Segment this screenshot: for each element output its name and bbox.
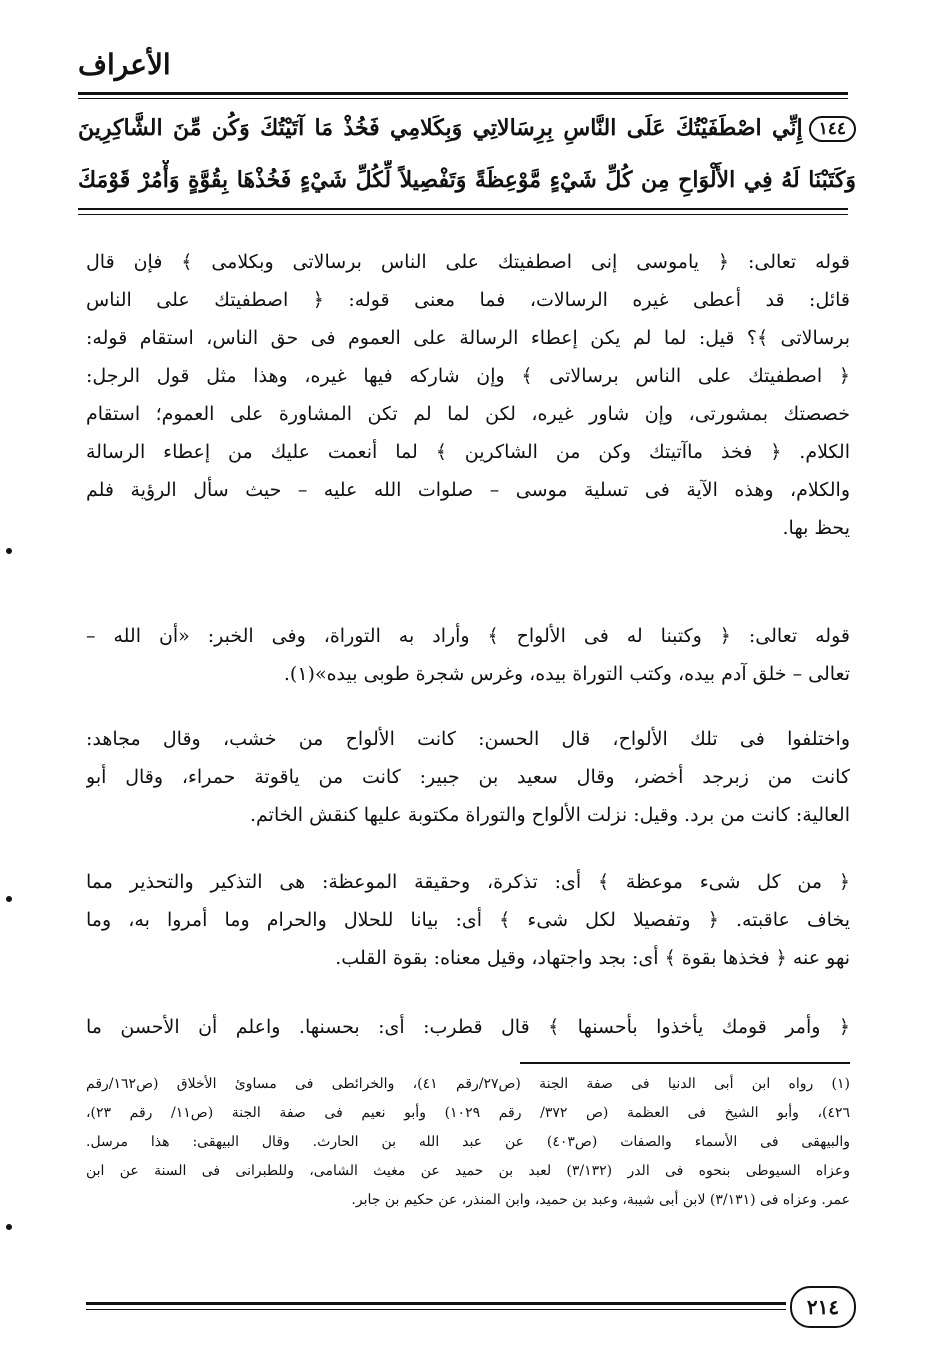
text-line: برسالاتى ﴾؟ قيل: لما لم يكن إعطاء الرسالة على العموم فى حق الناس، استقام قوله: [86, 327, 850, 349]
text-line: تعالى – خلق آدم بيده، وكتب التوراة بيده، وغرس شجرة طوبى بيده»(١). [283, 663, 850, 685]
footnote-line: وعزاه السيوطى بنحوه فى الدر (٣/١٣٢) لعبد بن حميد عن مغيث الشامى، وللطبرانى فى السنة عن ابن [86, 1163, 850, 1179]
scan-dot [6, 548, 12, 554]
text-line: قوله تعالى: ﴿ ياموسى إنى اصطفيتك على الناس برسالاتى وبكلامى ﴾ فإن قال [86, 251, 850, 273]
text-line: ﴿ اصطفيتك على الناس برسالاتى ﴾ وإن شاركه فيها غيره، وهذا مثل قول الرجل: [86, 365, 850, 387]
text-line: يخاف عاقبته. ﴿ وتفصيلا لكل شىء ﴾ أى: بيانا للحلال والحرام وما أمروا به، وما [86, 909, 850, 931]
footnotes [86, 1070, 850, 1215]
footnote-line: ٤٢٦)، وأبو الشيخ فى العظمة (ص ٣٧٢/ رقم ١٠٢٩) وأبو نعيم فى صفة الجنة (ص١١/ رقم ٢٣)، [86, 1105, 850, 1121]
header-rule-thick [78, 92, 848, 95]
text-line: ﴿ وأمر قومك يأخذوا بأحسنها ﴾ قال قطرب: أى: بحسنها. واعلم أن الأحسن ما [86, 1016, 850, 1038]
text-line: كانت من زبرجد أخضر، وقال سعيد بن جبير: كانت من ياقوتة حمراء، وقال أبو [86, 766, 850, 788]
footer-rule-thick [86, 1302, 786, 1305]
ayah-number-marker: ١٤٤ [809, 116, 856, 142]
paragraph-2 [86, 617, 850, 693]
text-line: واختلفوا فى تلك الألواح، قال الحسن: كانت الألواح من خشب، وقال مجاهد: [86, 728, 850, 750]
text-line: نهو عنه ﴿ فخذها بقوة ﴾ أى: بجد واجتهاد، وقيل معناه: بقوة القلب. [335, 947, 850, 969]
footnote-line: (١) رواه ابن أبى الدنيا فى صفة الجنة (ص٢٧/رقم ٤١)، والخرائطى فى مساوئ الأخلاق (ص١٦٢/رقم [86, 1076, 850, 1092]
text-line: قوله تعالى: ﴿ وكتبنا له فى الألواح ﴾ وأراد به التوراة، وفى الخبر: «أن الله – [86, 625, 850, 647]
page-number: ٢١٤ [790, 1286, 856, 1328]
surah-title: الأعراف [78, 48, 171, 81]
verse-line-1 [78, 108, 856, 148]
text-line: الكلام. ﴿ فخذ ماآتيتك وكن من الشاكرين ﴾ لما أنعمت عليك من إعطاء الرسالة [86, 441, 850, 463]
paragraph-5 [86, 1008, 850, 1046]
paragraph-4 [86, 863, 850, 977]
header-rule-thin [78, 98, 848, 99]
footer-rule-thin [86, 1309, 786, 1310]
verse-line-2: وَكَتَبْنَا لَهُ فِي الأَلْوَاحِ مِن كُلِّ شَيْءٍ مَّوْعِظَةً وَتَفْصِيلاً لِّكُلِّ شَيْءٍ فَخُذْهَا بِقُوَّةٍ وَأْمُرْ قَوْمَكَ [78, 167, 856, 193]
paragraph-1 [86, 243, 850, 547]
text-line: والكلام، وهذه الآية فى تسلية موسى – صلوات الله عليه – حيث سأل الرؤية فلم [86, 479, 850, 501]
verse-text-1: إِنِّي اصْطَفَيْتُكَ عَلَى النَّاسِ بِرِسَالاتِي وَبِكَلامِي فَخُذْ مَا آتَيْتُكَ وَكُن مِّنَ الشَّاكِرِينَ [78, 115, 803, 141]
footnote-line: عمر. وعزاه فى (٣/١٣١) لابن أبى شيبة، وعبد بن حميد، وابن المنذر، عن حكيم بن جابر. [351, 1192, 850, 1208]
footnote-separator [520, 1062, 850, 1064]
verse-rule-bottom-thin [78, 214, 848, 215]
paragraph-3 [86, 720, 850, 834]
text-line: خصصتك بمشورتى، وإن شاور غيره، لكن لما لم تكن المشاورة على العموم؛ استقام [86, 403, 850, 425]
text-line: ﴿ من كل شىء موعظة ﴾ أى: تذكرة، وحقيقة الموعظة: هى التذكير والتحذير مما [86, 871, 850, 893]
text-line: يحظ بها. [782, 517, 850, 539]
verse-rule-bottom [78, 208, 848, 210]
text-line: العالية: كانت من برد. وقيل: نزلت الألواح والتوراة مكتوبة عليها كنقش الخاتم. [249, 804, 850, 826]
scan-dot [6, 896, 12, 902]
text-line: قائل: قد أعطى غيره الرسالات، فما معنى قوله: ﴿ اصطفيتك على الناس [86, 289, 850, 311]
scan-dot [6, 1224, 12, 1230]
footnote-line: والبيهقى فى الأسماء والصفات (ص٤٠٣) عن عبد الله بن الحارث. وقال البيهقى: هذا مرسل. [86, 1134, 850, 1150]
